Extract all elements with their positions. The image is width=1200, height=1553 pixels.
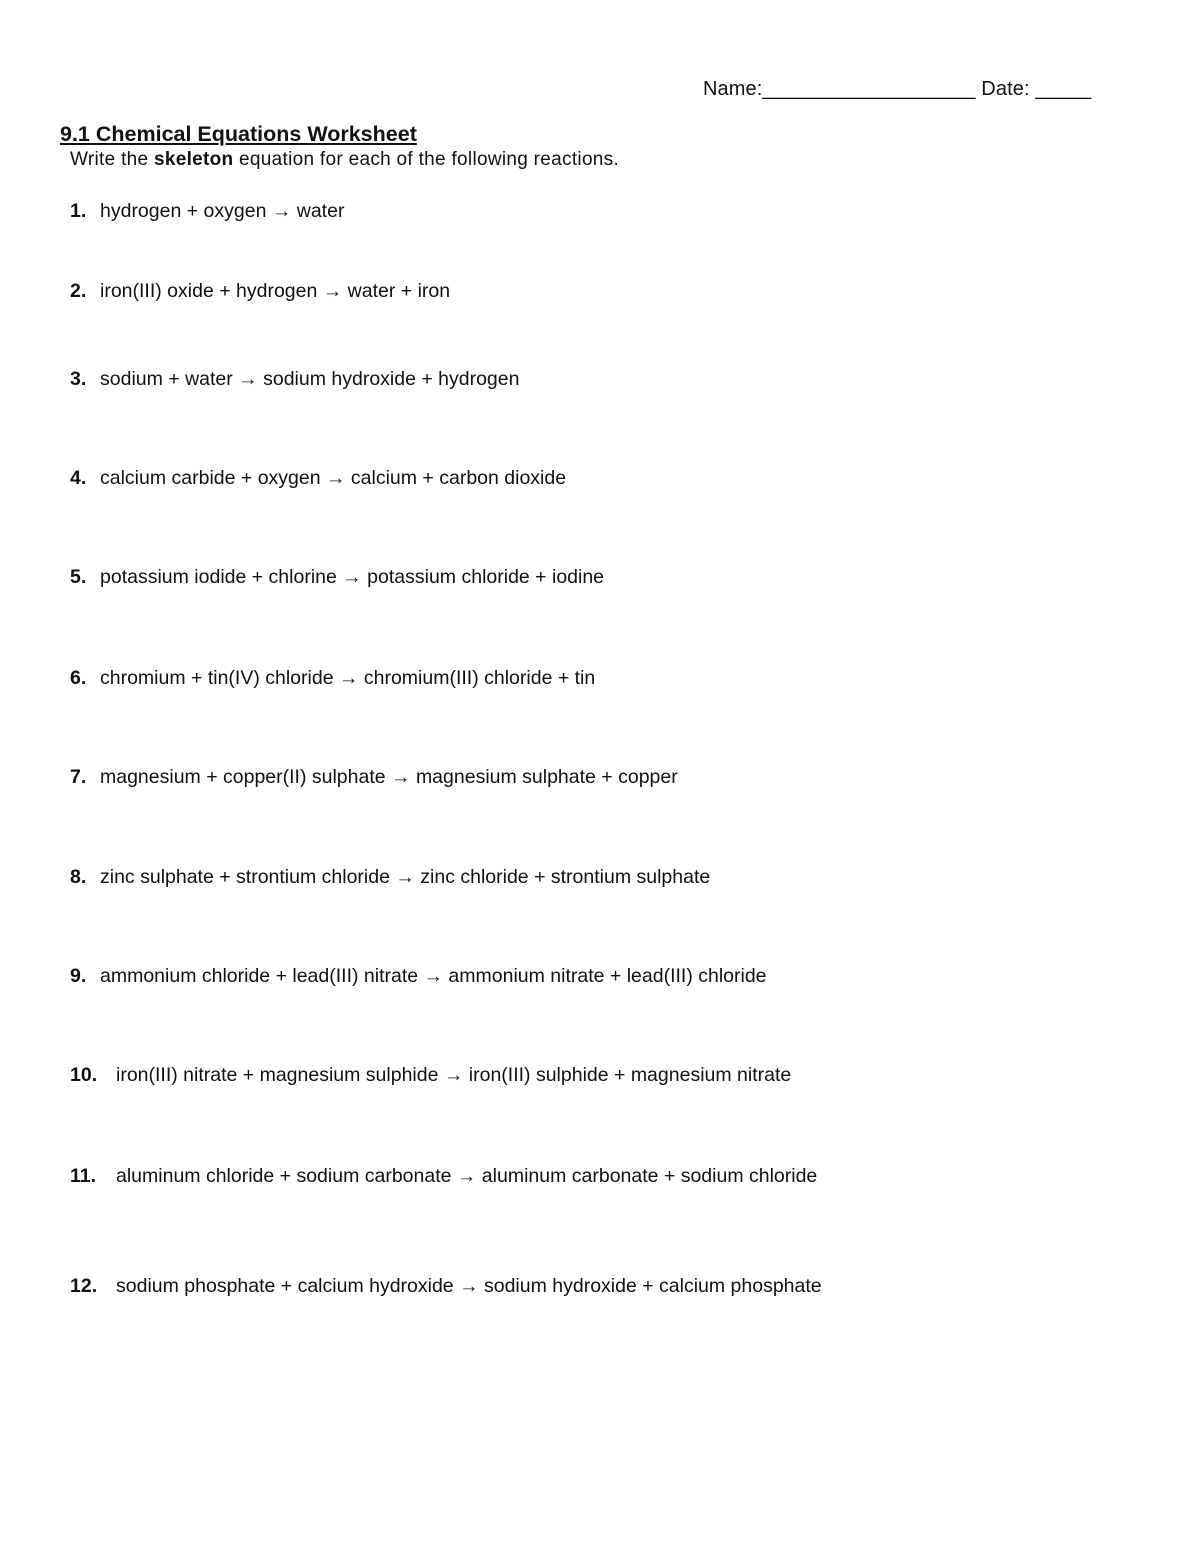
question-text: chromium + tin(IV) chloride → chromium(III) chloride + tin [100, 667, 596, 689]
question-number: 2. [70, 280, 87, 302]
question-4 [70, 467, 566, 490]
question-number: 10. [70, 1064, 98, 1086]
question-text: potassium iodide + chlorine → potassium chloride + iodine [100, 566, 605, 588]
question-1 [70, 200, 344, 223]
question-number: 9. [70, 965, 87, 987]
question-12 [70, 1275, 822, 1298]
question-number: 6. [70, 667, 87, 689]
question-number: 3. [70, 368, 87, 390]
question-number: 4. [70, 467, 87, 489]
question-number: 11. [70, 1165, 97, 1187]
page-title: 9.1 Chemical Equations Worksheet [60, 122, 417, 146]
question-11 [70, 1165, 817, 1188]
question-text: ammonium chloride + lead(III) nitrate → ammonium nitrate + lead(III) chloride [100, 965, 767, 987]
question-text: iron(III) oxide + hydrogen → water + iron [100, 280, 451, 302]
instructions-prefix: Write the [70, 149, 154, 170]
question-8 [70, 866, 710, 889]
question-text: sodium + water → sodium hydroxide + hydrogen [100, 368, 520, 390]
question-text: hydrogen + oxygen → water [100, 200, 345, 222]
question-text: sodium phosphate + calcium hydroxide → sodium hydroxide + calcium phosphate [116, 1275, 822, 1297]
question-text: aluminum chloride + sodium carbonate → aluminum carbonate + sodium chloride [116, 1165, 818, 1187]
question-10 [70, 1064, 791, 1087]
instructions-keyword: skeleton [153, 149, 234, 170]
question-number: 8. [70, 866, 87, 888]
question-text: iron(III) nitrate + magnesium sulphide → iron(III) sulphide + magnesium nitrate [116, 1064, 792, 1086]
instructions-suffix: equation for each of the following reactions. [233, 149, 620, 170]
question-number: 5. [70, 566, 87, 588]
question-6 [70, 667, 595, 690]
question-5 [70, 566, 604, 589]
question-text: zinc sulphate + strontium chloride → zinc chloride + strontium sulphate [100, 866, 711, 888]
name-date-line: Name:___________________ Date: _____ [703, 78, 1092, 100]
question-text: calcium carbide + oxygen → calcium + carbon dioxide [100, 467, 567, 489]
question-2 [70, 280, 450, 303]
instructions [70, 149, 619, 171]
question-7 [70, 766, 678, 789]
question-number: 12. [70, 1275, 98, 1297]
question-number: 1. [70, 200, 87, 222]
question-text: magnesium + copper(II) sulphate → magnesium sulphate + copper [100, 766, 678, 788]
question-9 [70, 965, 767, 988]
question-3 [70, 368, 519, 391]
question-number: 7. [70, 766, 87, 788]
